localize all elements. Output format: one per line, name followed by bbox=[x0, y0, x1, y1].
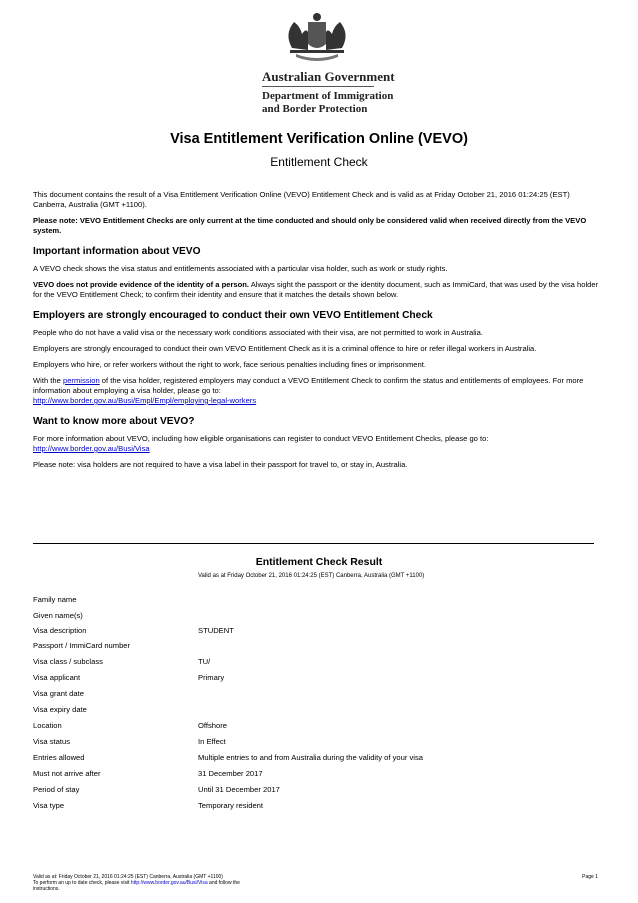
identity-warning: VEVO does not provide evidence of the identity of a person. bbox=[33, 280, 250, 289]
result-row bbox=[33, 737, 593, 749]
result-value: TU/ bbox=[198, 657, 211, 666]
result-row bbox=[33, 673, 593, 685]
result-label: Visa applicant bbox=[33, 673, 81, 682]
result-label: Visa grant date bbox=[33, 689, 84, 698]
result-label: Location bbox=[33, 721, 62, 730]
result-value: Temporary resident bbox=[198, 801, 263, 810]
more-p1-text: For more information about VEVO, including how eligible organisations can register to conduct VEVO Entitlement Checks, please go to: bbox=[33, 434, 489, 443]
result-row bbox=[33, 657, 593, 669]
result-row bbox=[33, 705, 593, 717]
coat-of-arms-icon bbox=[262, 8, 372, 68]
result-row bbox=[33, 611, 593, 623]
result-row bbox=[33, 753, 593, 765]
result-row bbox=[33, 721, 593, 733]
result-row bbox=[33, 626, 593, 638]
employers-p3: Employers who hire, or refer workers without the right to work, face serious penalties including fines or imprisonment. bbox=[33, 360, 426, 369]
footer-link[interactable]: http://www.border.gov.au/Busi/Visa bbox=[130, 880, 208, 886]
note-text: Please note: VEVO Entitlement Checks are only current at the time conducted and should only be considered valid when received directly from the VEVO system. bbox=[33, 216, 587, 235]
result-label: Passport / ImmiCard number bbox=[33, 641, 131, 650]
footer-instructions-end: instructions. bbox=[33, 886, 60, 892]
result-label: Period of stay bbox=[33, 785, 80, 794]
employers-p4-a: With the bbox=[33, 376, 63, 385]
result-row bbox=[33, 769, 593, 781]
page-subtitle: Entitlement Check bbox=[270, 155, 368, 169]
result-label: Must not arrive after bbox=[33, 769, 101, 778]
dept-line-2: and Border Protection bbox=[262, 103, 368, 115]
result-value: Multiple entries to and from Australia during the validity of your visa bbox=[198, 753, 423, 762]
employers-p2: Employers are strongly encouraged to conduct their own VEVO Entitlement Check as it is a criminal offence to hire or refer illegal workers in Australia. bbox=[33, 344, 537, 353]
result-label: Visa description bbox=[33, 626, 87, 635]
result-label: Visa status bbox=[33, 737, 71, 746]
employers-p4-b: of the visa holder, registered employers may conduct a VEVO Entitlement Check to confirm the status and entitlements of employees. For more information about employing a visa holder, please go to: bbox=[33, 376, 584, 395]
employers-p4 bbox=[33, 376, 605, 406]
result-row bbox=[33, 689, 593, 701]
government-heading bbox=[262, 70, 395, 116]
employing-legal-workers-link[interactable]: http://www.border.gov.au/Busi/Empl/Empl/employing-legal-workers bbox=[33, 396, 257, 405]
page-number: Page 1 bbox=[582, 874, 598, 880]
dept-line-1: Department of Immigration bbox=[262, 90, 394, 102]
result-label: Visa class / subclass bbox=[33, 657, 103, 666]
footer-valid: Valid as at: Friday October 21, 2016 01:24:25 (EST) Canberra, Australia (GMT +1100) bbox=[33, 874, 223, 880]
result-label: Visa expiry date bbox=[33, 705, 87, 714]
permission-link[interactable]: permission bbox=[62, 376, 100, 385]
result-title: Entitlement Check Result bbox=[255, 556, 383, 568]
intro-text: This document contains the result of a Visa Entitlement Verification Online (VEVO) Entitlement Check and is valid as at Friday October 21, 2016 01:24:25 (EST) Canberra, Australia (GMT +1100). bbox=[33, 190, 570, 209]
result-value: In Effect bbox=[198, 737, 226, 746]
result-value: Offshore bbox=[198, 721, 227, 730]
important-p1: A VEVO check shows the visa status and entitlements associated with a particular visa holder, such as work or study rights. bbox=[33, 264, 448, 273]
result-label: Visa type bbox=[33, 801, 65, 810]
result-row bbox=[33, 801, 593, 813]
busi-visa-link[interactable]: http://www.border.gov.au/Busi/Visa bbox=[33, 444, 150, 453]
result-label: Given name(s) bbox=[33, 611, 83, 620]
employers-p1: People who do not have a valid visa or the necessary work conditions associated with their visa, are not permitted to work in Australia. bbox=[33, 328, 483, 337]
gov-line: Australian Government bbox=[262, 69, 395, 84]
result-value: STUDENT bbox=[198, 626, 234, 635]
more-heading: Want to know more about VEVO? bbox=[33, 416, 195, 427]
result-value: 31 December 2017 bbox=[198, 769, 263, 778]
identity-warning-rest: Always sight the passport or the identity document, such as ImmiCard, that was used by the visa holder for the VEVO Entitlement Check; to confirm their identity and ensure that it matches the details shown below. bbox=[33, 280, 599, 299]
footer bbox=[33, 874, 333, 892]
result-label: Entries allowed bbox=[33, 753, 85, 762]
result-row bbox=[33, 785, 593, 797]
result-value: Until 31 December 2017 bbox=[198, 785, 280, 794]
important-heading: Important information about VEVO bbox=[33, 246, 201, 257]
more-p2: Please note: visa holders are not required to have a visa label in their passport for travel to, or stay in, Australia. bbox=[33, 460, 408, 469]
result-label: Family name bbox=[33, 595, 77, 604]
divider bbox=[33, 543, 594, 544]
employers-heading: Employers are strongly encouraged to conduct their own VEVO Entitlement Check bbox=[33, 310, 433, 321]
result-value: Primary bbox=[198, 673, 225, 682]
result-row bbox=[33, 641, 593, 653]
page-title: Visa Entitlement Verification Online (VEVO) bbox=[170, 131, 468, 147]
result-valid-text: Valid as at Friday October 21, 2016 01:24:25 (EST) Canberra, Australia (GMT +1100) bbox=[198, 573, 425, 579]
main-content bbox=[33, 190, 605, 476]
footer-text: To perform an up to date check, please visit bbox=[33, 880, 131, 886]
result-row bbox=[33, 595, 593, 607]
more-p1 bbox=[33, 434, 605, 454]
footer-text-b: and follow the bbox=[207, 880, 240, 886]
important-p2 bbox=[33, 280, 605, 300]
